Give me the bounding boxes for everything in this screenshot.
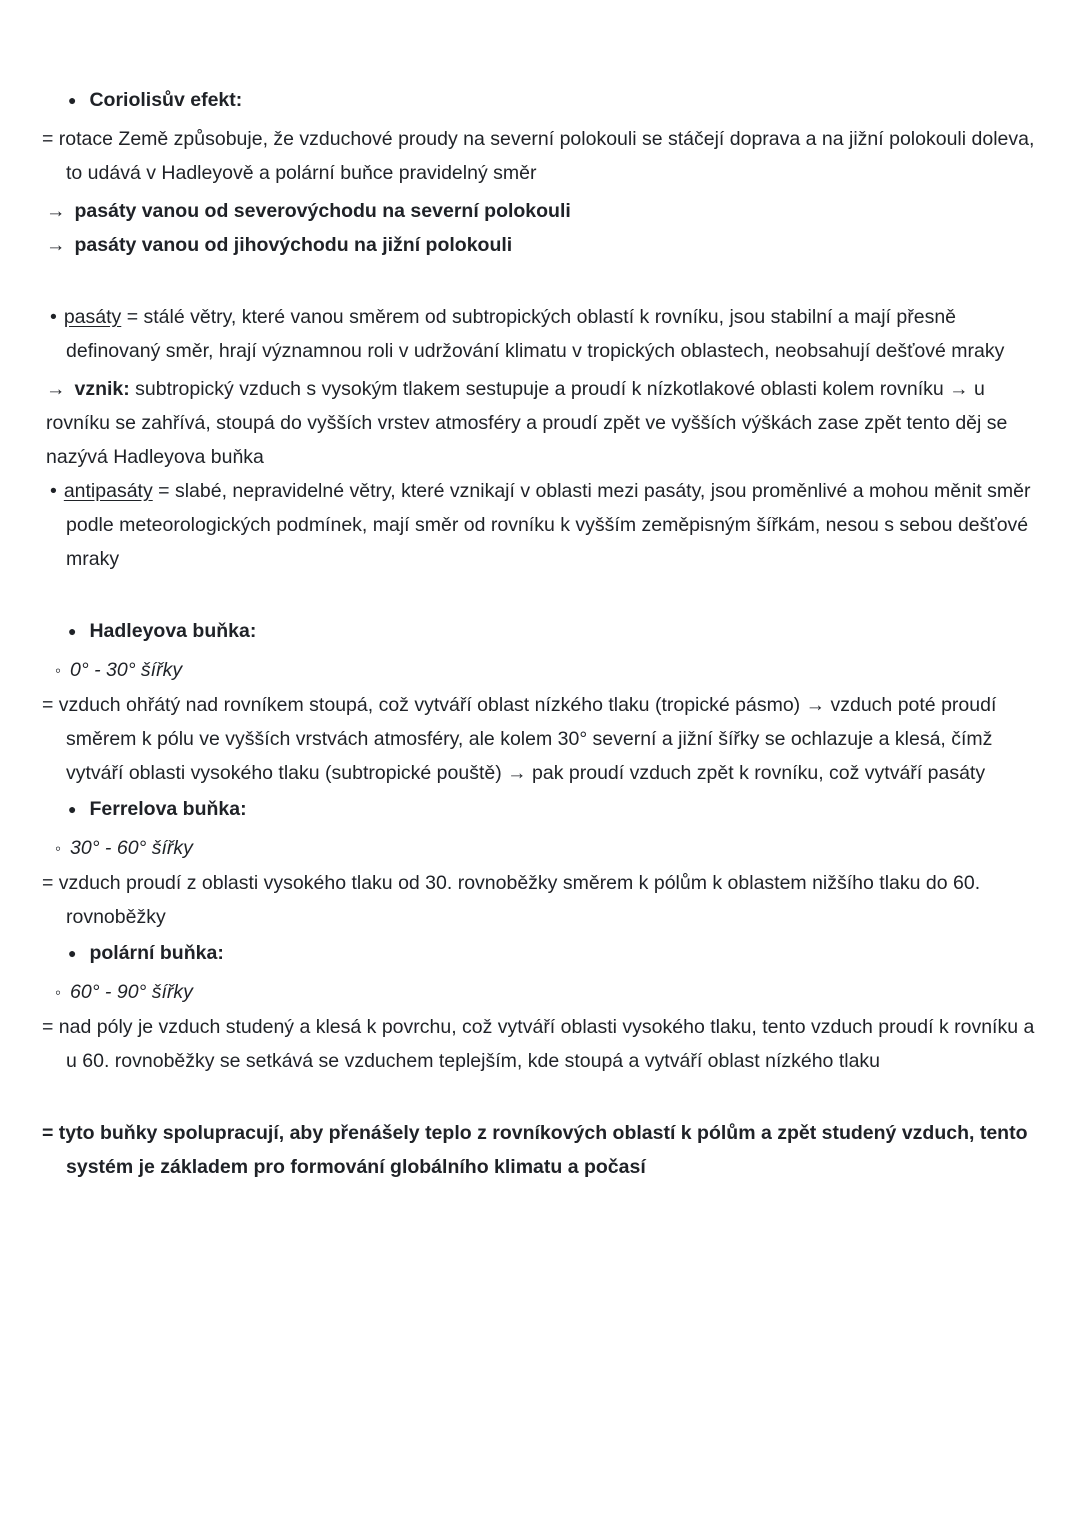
ferrel-range-text: 30° - 60° šířky xyxy=(70,837,193,859)
polar-range-text: 60° - 90° šířky xyxy=(70,981,193,1003)
antipasaty-definition xyxy=(42,474,1038,576)
coriolis-rule-south-text: pasáty vanou od jihovýchodu na jižní polokouli xyxy=(74,234,513,256)
polar-definition: = nad póly je vzduch studený a klesá k povrchu, což vytváří oblasti vysokého tlaku, tento vzduch proudí k rovníku a u 60. rovnoběžky se setkává se vzduchem teplejším, kde stoupá a vytváří oblast nízkého tlaku xyxy=(42,1016,1035,1072)
ferrel-definition: = vzduch proudí z oblasti vysokého tlaku od 30. rovnoběžky směrem k pólům k oblastem nižšího tlaku do 60. rovnoběžky xyxy=(42,872,981,928)
hadley-heading-text: Hadleyova buňka: xyxy=(89,620,257,642)
open-bullet-icon: ◦ xyxy=(55,983,62,1002)
hadley-definition: = vzduch ohřátý nad rovníkem stoupá, což vytváří oblast nízkého tlaku (tropické pásmo) → vzduch poté proudí směrem k pólu ve vyšších vrstvách atmosféry, ale kolem 30° severní a jižní šířky se ochlazuje a klesá, čímž vytváří oblasti vysokého tlaku (subtropické pouště) → pak proudí vzduch zpět k rovníku, což vytváří pasáty xyxy=(42,694,997,784)
bullet-icon: ● xyxy=(68,623,77,639)
pasaty-definition xyxy=(42,300,1038,368)
coriolis-definition: = rotace Země způsobuje, že vzduchové proudy na severní polokouli se stáčejí doprava a na jižní polokouli doleva, to udává v Hadleyově a polární buňce pravidelný směr xyxy=(42,128,1035,184)
bullet-icon: • xyxy=(50,480,57,502)
bullet-icon: ● xyxy=(68,945,77,961)
pasaty-text: = stálé větry, které vanou směrem od subtropických oblastí k rovníku, jsou stabilní a mají přesně definovaný směr, hrají významnou roli v udržování klimatu v tropických oblastech, neobsahují dešťové mraky xyxy=(66,306,1005,362)
arrow-right-icon: → xyxy=(46,200,66,222)
coriolis-heading xyxy=(42,83,1038,117)
open-bullet-icon: ◦ xyxy=(55,661,62,680)
ferrel-heading xyxy=(42,792,1038,826)
pasaty-term: pasáty xyxy=(63,306,122,328)
coriolis-rule-south xyxy=(42,228,1038,262)
ferrel-heading-text: Ferrelova buňka: xyxy=(89,798,247,820)
coriolis-rule-north xyxy=(42,194,1038,228)
pasaty-origin xyxy=(42,372,1038,474)
arrow-right-icon: → xyxy=(46,234,66,256)
pasaty-origin-label: vznik: xyxy=(74,378,130,400)
coriolis-heading-text: Coriolisův efekt: xyxy=(89,89,243,111)
open-bullet-icon: ◦ xyxy=(55,839,62,858)
coriolis-rule-north-text: pasáty vanou od severovýchodu na severní polokouli xyxy=(74,200,571,222)
polar-latitude-range xyxy=(42,975,1038,1010)
antipasaty-text: = slabé, nepravidelné větry, které vznikají v oblasti mezi pasáty, jsou proměnlivé a mohou měnit směr podle meteorologických podmínek, mají směr od rovníku k vyšším zeměpisným šířkám, nesou s sebou dešťové mraky xyxy=(66,480,1031,570)
hadley-heading xyxy=(42,614,1038,648)
hadley-latitude-range xyxy=(42,653,1038,688)
summary-paragraph: = tyto buňky spolupracují, aby přenášely teplo z rovníkových oblastí k pólům a zpět studený vzduch, tento systém je základem pro formování globálního klimatu a počasí xyxy=(42,1122,1028,1178)
arrow-right-icon: → xyxy=(46,378,66,400)
polar-heading xyxy=(42,936,1038,970)
pasaty-origin-text: subtropický vzduch s vysokým tlakem sestupuje a proudí k nízkotlakové oblasti kolem rovníku → u rovníku se zahřívá, stoupá do vyšších vrstev atmosféry a proudí zpět ve vyšších výškách zase zpět tento děj se nazývá Hadleyova buňka xyxy=(46,378,1008,468)
ferrel-latitude-range xyxy=(42,831,1038,866)
antipasaty-term: antipasáty xyxy=(63,480,153,502)
bullet-icon: • xyxy=(50,306,57,328)
hadley-range-text: 0° - 30° šířky xyxy=(70,659,183,681)
polar-heading-text: polární buňka: xyxy=(89,942,224,964)
bullet-icon: ● xyxy=(68,92,77,108)
bullet-icon: ● xyxy=(68,801,77,817)
